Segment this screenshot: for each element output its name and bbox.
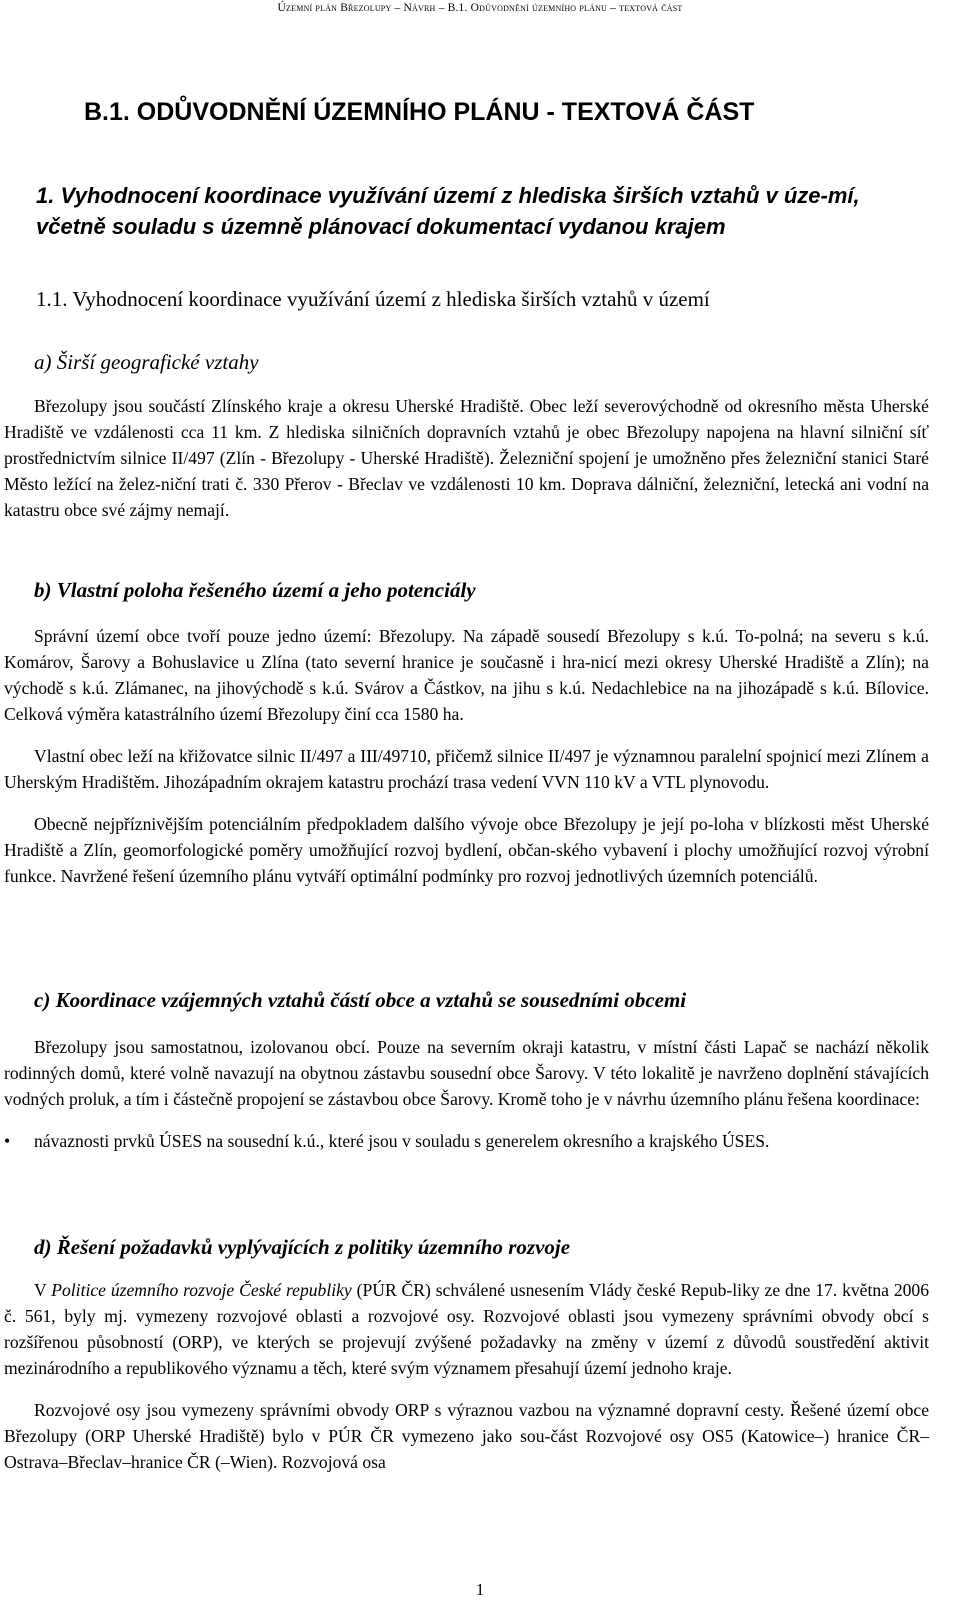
bullet-text: návaznosti prvků ÚSES na sousední k.ú., které jsou v souladu s generelem okresního a krajského ÚSES.: [34, 1131, 770, 1151]
section-c-body: [4, 1034, 929, 1170]
section-d-body: [4, 1277, 929, 1491]
bullet-item: [4, 1128, 929, 1154]
paragraph-d-1: [4, 1277, 929, 1381]
paragraph-b-2: Vlastní obec leží na křižovatce silnic II/497 a III/49710, přičemž silnice II/497 je významnou paralelní spojnicí mezi Zlínem a Uherským Hradištěm. Jihozápadním okrajem katastru prochází trasa vedení VVN 110 kV a VTL plynovodu.: [4, 746, 929, 792]
page-title: B.1. ODŮVODNĚNÍ ÚZEMNÍHO PLÁNU - TEXTOVÁ ČÁST: [84, 98, 755, 126]
heading-d: d) Řešení požadavků vyplývajících z politiky územního rozvoje: [34, 1235, 571, 1259]
section-1-1-heading: 1.1. Vyhodnocení koordinace využívání území z hlediska širších vztahů v území: [36, 287, 710, 311]
paragraph-d-1-rest: (PÚR ČR) schválené usnesením Vlády české Repub-liky ze dne 17. května 2006 č. 561, byly mj. vymezeny rozvojové oblasti a rozvojové osy. Rozvojové oblasti jsou vymezeny správními obvody obcí s rozšířenou působností (ORP), ve kterých se projevují zvýšené požadavky na změny v území z důvodů soustředění aktivit mezinárodního a republikového významu a těch, které svým významem přesahují území jednoho kraje.: [4, 1280, 930, 1378]
page-number: 1: [475, 1580, 485, 1599]
paragraph-d-1-lead: V: [34, 1280, 52, 1300]
heading-a: a) Širší geografické vztahy: [34, 350, 259, 374]
section-b-body: [4, 623, 929, 905]
paragraph-b-1: Správní území obce tvoří pouze jedno území: Březolupy. Na západě sousedí Březolupy s k.ú. To-polná; na severu s k.ú. Komárov, Šarovy a Bohuslavice u Zlína (tato severní hranice je současně i hra-nicí mezi okresy Uherské Hradiště a Zlín); na východě s k.ú. Zlámanec, na jihovýchodě s k.ú. Svárov a Částkov, na jihu s k.ú. Nedachlebice na na jihozápadě s k.ú. Bílovice. Celková výměra katastrálního území Březolupy činí cca 1580 ha.: [4, 626, 929, 724]
paragraph-b-3: Obecně nejpříznivějším potenciálním předpokladem dalšího vývoje obce Březolupy je její po-loha v blízkosti měst Uherské Hradiště a Zlín, geomorfologické poměry umožňující rozvoj bydlení, občan-ského vybavení i plochy umožňující rozvoj výrobní funkce. Navržené řešení územního plánu vytváří optimální podmínky pro rozvoj jednotlivých územních potenciálů.: [4, 814, 929, 886]
heading-b: b) Vlastní poloha řešeného území a jeho potenciály: [34, 578, 476, 602]
paragraph-a-1: Březolupy jsou součástí Zlínského kraje a okresu Uherské Hradiště. Obec leží severovýchodně od okresního města Uherské Hradiště ve vzdálenosti cca 11 km. Z hlediska silničních dopravních vztahů je obec Březolupy napojena na hlavní silniční síť prostřednictvím silnice II/497 (Zlín - Březolupy - Uherské Hradiště). Železniční spojení je umožněno přes železniční stanici Staré Město ležící na želez-niční trati č. 330 Přerov - Břeclav ve vzdálenosti 10 km. Doprava dálniční, železniční, letecká ani vodní na katastru obce své zájmy nemají.: [4, 396, 929, 520]
bullet-icon: •: [4, 1131, 11, 1151]
section-1-heading: 1. Vyhodnocení koordinace využívání území z hlediska širších vztahů v úze-mí, včetně souladu s územně plánovací dokumentací vydanou krajem: [36, 183, 860, 239]
section-a-body: [4, 393, 929, 539]
paragraph-c-1: Březolupy jsou samostatnou, izolovanou obcí. Pouze na severním okraji katastru, v místní části Lapač se nachází několik rodinných domů, které volně navazují na obytnou zástavbu sousední obce Šarovy. V této lokalitě je navrženo doplnění stávajících vodných proluk, a tím i částečně propojení se zástavbou obce Šarovy. Kromě toho je v návrhu územního plánu řešena koordinace:: [4, 1037, 929, 1109]
paragraph-d-1-italic: Politice územního rozvoje České republiky: [51, 1280, 352, 1300]
heading-c: c) Koordinace vzájemných vztahů částí obce a vztahů se sousedními obcemi: [34, 988, 687, 1012]
running-header: Územní plán Březolupy – Návrh – B.1. Odůvodnění územního plánu – textová část: [277, 2, 683, 14]
paragraph-d-2: Rozvojové osy jsou vymezeny správními obvody ORP s výraznou vazbou na významné dopravní cesty. Řešené území obce Březolupy (ORP Uherské Hradiště) bylo v PÚR ČR vymezeno jako sou-část Rozvojové osy OS5 (Katowice–) hranice ČR–Ostrava–Břeclav–hranice ČR (–Wien). Rozvojová osa: [4, 1400, 929, 1472]
